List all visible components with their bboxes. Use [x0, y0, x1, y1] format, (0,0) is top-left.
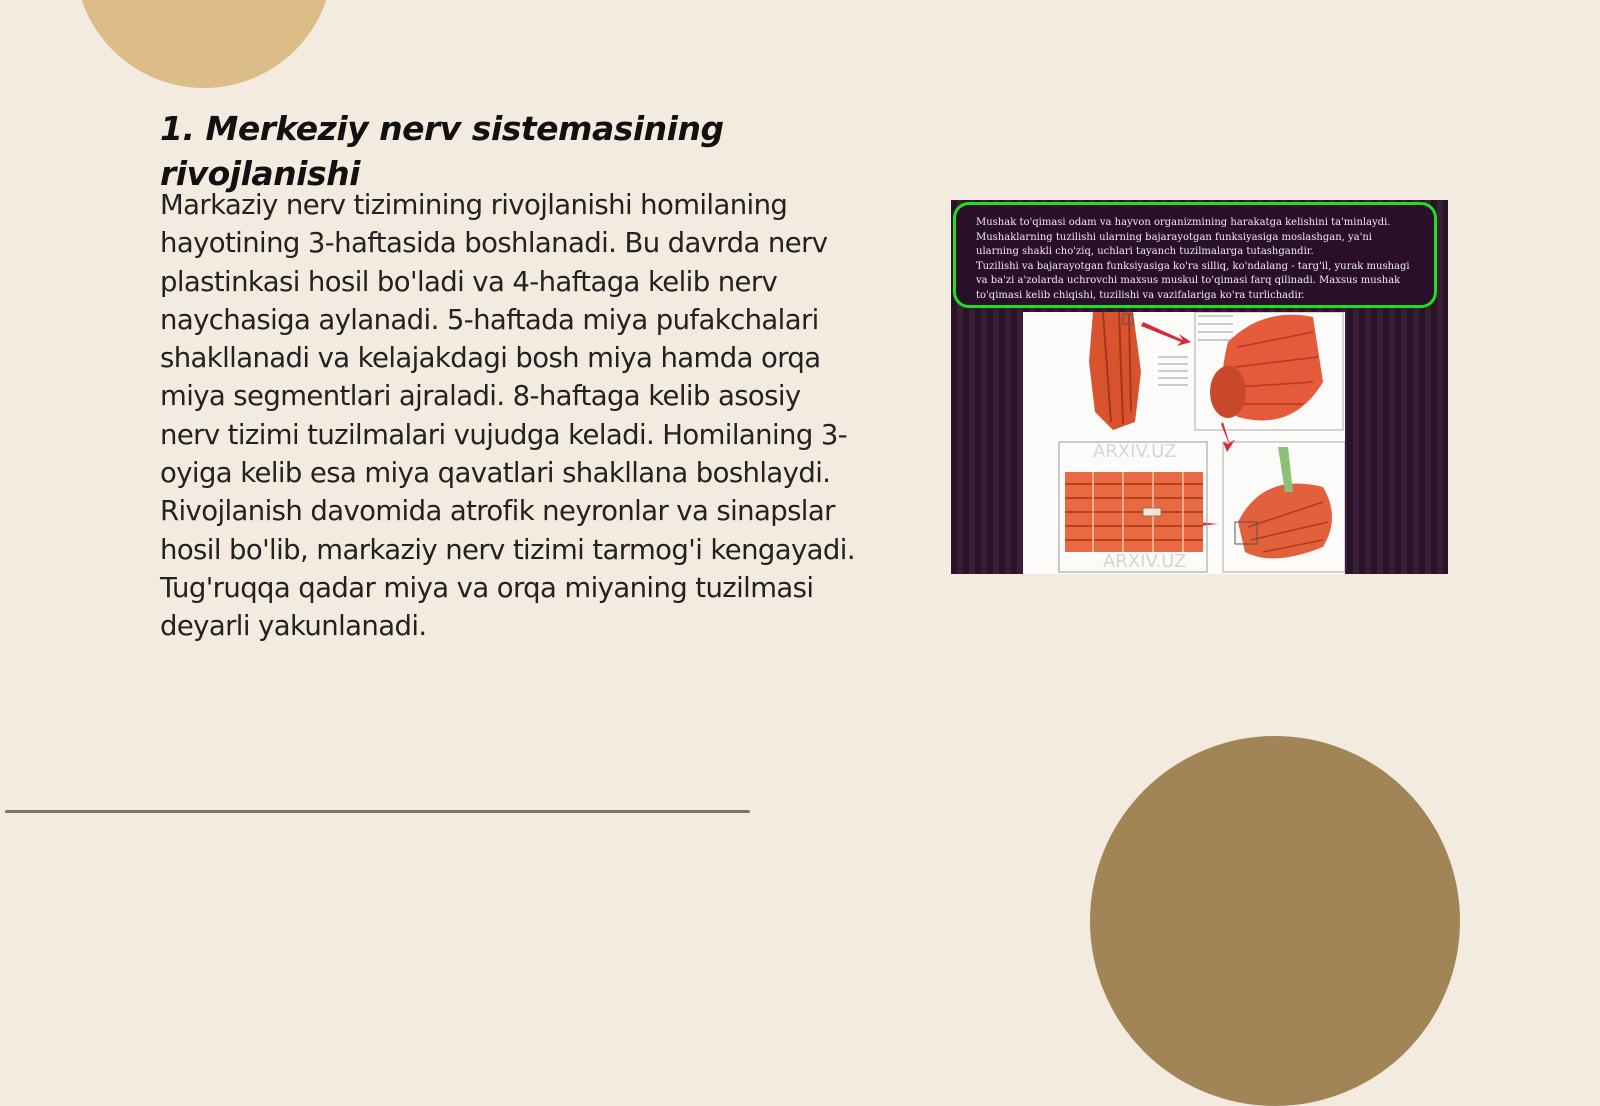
decorative-circle-top — [75, 0, 333, 88]
caption-line: Tuzilishi va bajarayotgan funksiyasiga ko'ra silliq, ko'ndalang - targ'il, yurak mushagi va ba'zi a'zolarda uchrovchi maxsus muskul to'qimasi farq qilinadi. Maxsus mushak to'qimasi kelib chiqishi, tuzilishi va vazifalariga ko'ra turlichadir. — [976, 260, 1410, 301]
caption-line: Mushaklarning tuzilishi ularning bajarayotgan funksiyasiga moslashgan, ya'ni ularning shakli cho'ziq, uchlari tayanch tuzilmalarga tutashgandir. — [976, 231, 1373, 257]
muscle-illustration — [1023, 312, 1345, 574]
watermark-text: ARXIV.UZ — [1103, 551, 1187, 572]
figure-caption-box — [953, 202, 1437, 308]
muscle-illustration-panel — [1023, 312, 1345, 574]
watermark-text: ARXIV.UZ — [1093, 441, 1177, 462]
fascicle-illustration — [1195, 312, 1343, 430]
slide-body-text: Markaziy nerv tizimining rivojlanishi homilaning hayotining 3-haftasida boshlanadi. Bu davrda nerv plastinkasi hosil bo'ladi va 4-haftaga kelib nerv naychasiga aylanadi. 5-haftada miya pufakchalari shakllanadi va kelajakdagi bosh miya hamda orqa miya segmentlari ajraladi. 8-haftaga kelib asosiy nerv tizimi tuzilmalari vujudga keladi. Homilaning 3-oyiga kelib esa miya qavatlari shakllana boshlaydi. Rivojlanish davomida atrofik neyronlar va sinapslar hosil bo'lib, markaziy nerv tizimi tarmog'i kengayadi. Tug'ruqqa qadar miya va orqa miyaning tuzilmasi deyarli yakunlanadi. — [160, 189, 855, 643]
muscle-tissue-figure — [951, 200, 1448, 574]
slide-title: 1. Merkeziy nerv sistemasining rivojlanishi — [160, 109, 724, 193]
decorative-circle-bottom — [1090, 736, 1460, 1106]
caption-line: Mushak to'qimasi odam va hayvon organizmining harakatga kelishini ta'minlaydi. — [976, 217, 1391, 228]
muscle-bundle-illustration — [1089, 312, 1141, 430]
divider-line — [5, 810, 750, 813]
muscle-fiber-illustration — [1223, 442, 1345, 572]
